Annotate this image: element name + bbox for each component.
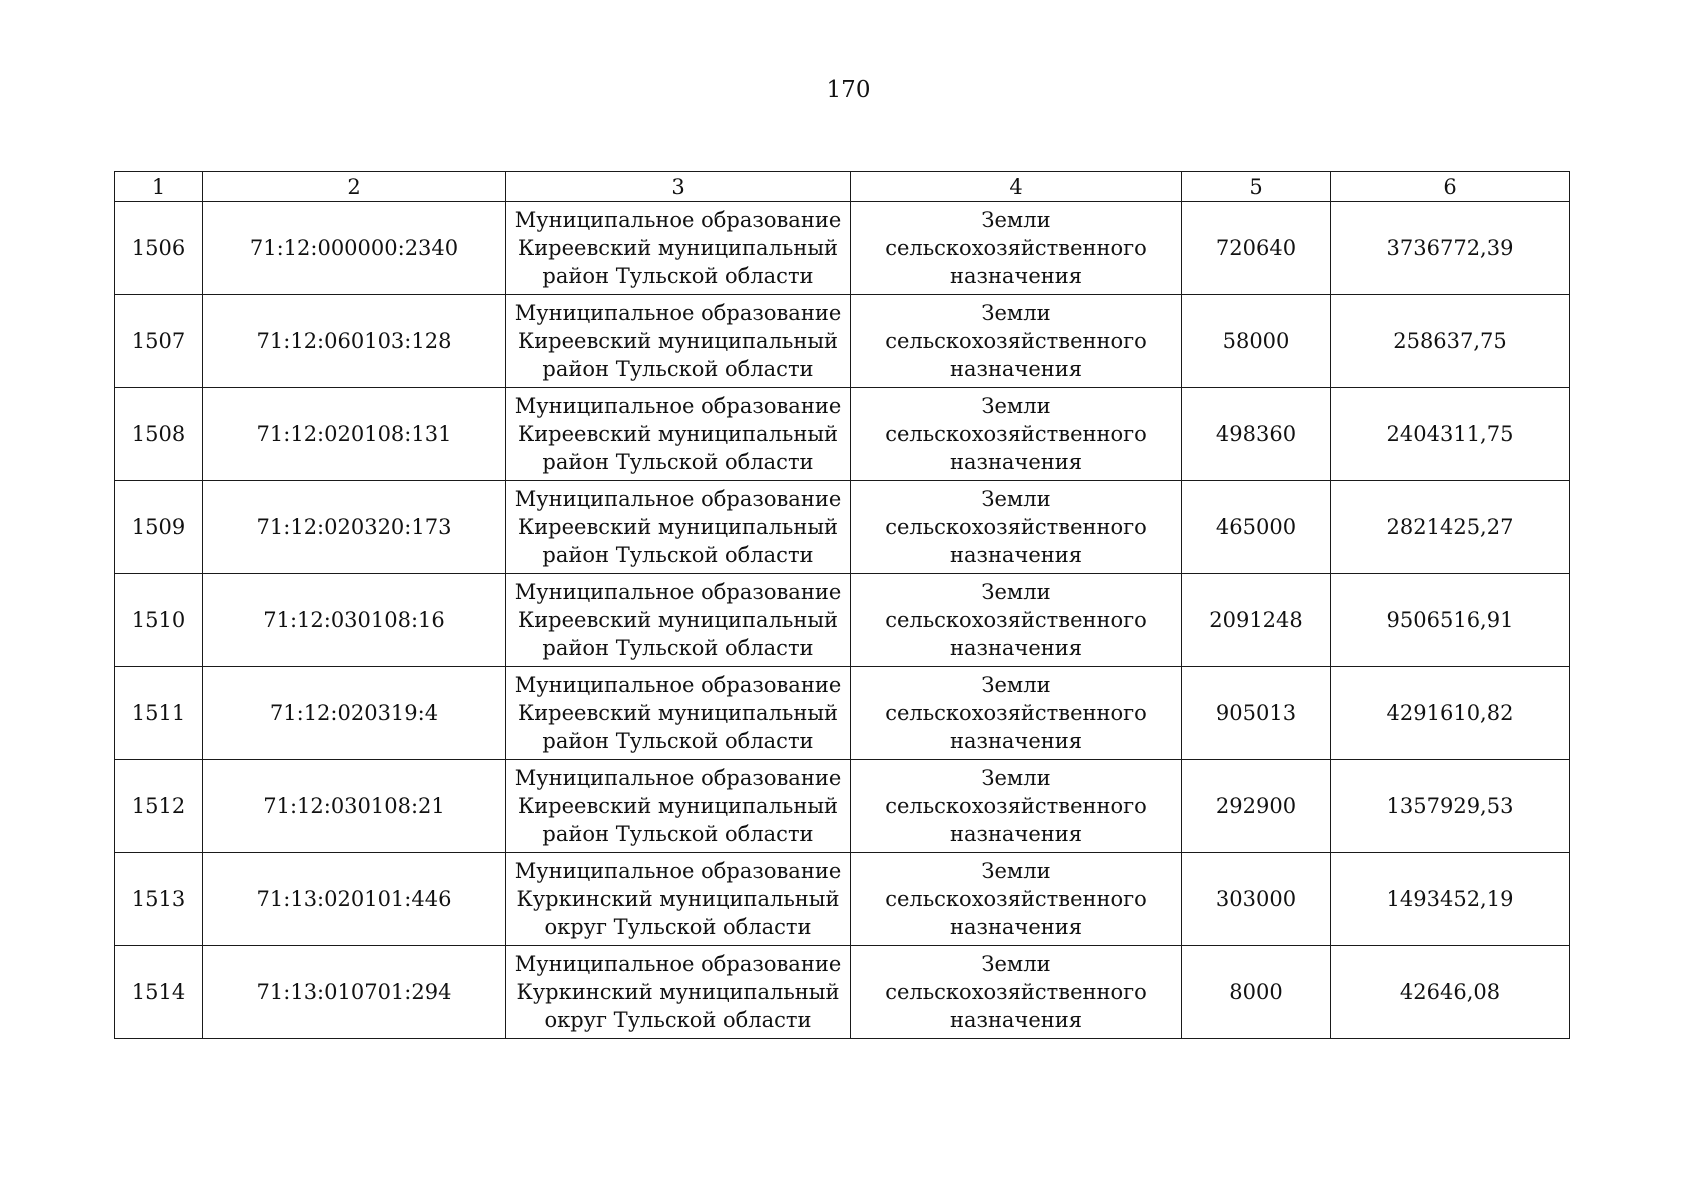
row-number: 1507 bbox=[115, 295, 203, 388]
column-header: 4 bbox=[851, 172, 1182, 202]
table-row bbox=[115, 667, 1570, 760]
row-number: 1513 bbox=[115, 853, 203, 946]
cadastral-number: 71:12:020320:173 bbox=[203, 481, 506, 574]
row-number: 1509 bbox=[115, 481, 203, 574]
cadastral-value: 258637,75 bbox=[1331, 295, 1570, 388]
table-header-row bbox=[115, 172, 1570, 202]
area: 8000 bbox=[1182, 946, 1331, 1039]
land-category: Земли сельскохозяйственного назначения bbox=[851, 202, 1182, 295]
table-row bbox=[115, 481, 1570, 574]
row-number: 1506 bbox=[115, 202, 203, 295]
column-header: 5 bbox=[1182, 172, 1331, 202]
column-header: 3 bbox=[506, 172, 851, 202]
owner: Муниципальное образование Киреевский муниципальный район Тульской области bbox=[506, 388, 851, 481]
cadastral-number: 71:13:020101:446 bbox=[203, 853, 506, 946]
owner: Муниципальное образование Киреевский муниципальный район Тульской области bbox=[506, 481, 851, 574]
row-number: 1508 bbox=[115, 388, 203, 481]
area: 2091248 bbox=[1182, 574, 1331, 667]
table-row bbox=[115, 946, 1570, 1039]
land-category: Земли сельскохозяйственного назначения bbox=[851, 574, 1182, 667]
cadastral-number: 71:13:010701:294 bbox=[203, 946, 506, 1039]
cadastral-value: 2404311,75 bbox=[1331, 388, 1570, 481]
table-row bbox=[115, 388, 1570, 481]
owner: Муниципальное образование Киреевский муниципальный район Тульской области bbox=[506, 760, 851, 853]
cadastral-number: 71:12:000000:2340 bbox=[203, 202, 506, 295]
table-row bbox=[115, 760, 1570, 853]
column-header: 2 bbox=[203, 172, 506, 202]
cadastral-value: 1357929,53 bbox=[1331, 760, 1570, 853]
owner: Муниципальное образование Киреевский муниципальный район Тульской области bbox=[506, 295, 851, 388]
land-category: Земли сельскохозяйственного назначения bbox=[851, 481, 1182, 574]
land-category: Земли сельскохозяйственного назначения bbox=[851, 295, 1182, 388]
cadastral-value: 1493452,19 bbox=[1331, 853, 1570, 946]
owner: Муниципальное образование Киреевский муниципальный район Тульской области bbox=[506, 202, 851, 295]
area: 720640 bbox=[1182, 202, 1331, 295]
owner: Муниципальное образование Киреевский муниципальный район Тульской области bbox=[506, 574, 851, 667]
table-row bbox=[115, 202, 1570, 295]
land-category: Земли сельскохозяйственного назначения bbox=[851, 388, 1182, 481]
cadastral-number: 71:12:020108:131 bbox=[203, 388, 506, 481]
table-row bbox=[115, 574, 1570, 667]
owner: Муниципальное образование Куркинский муниципальный округ Тульской области bbox=[506, 853, 851, 946]
cadastral-value: 2821425,27 bbox=[1331, 481, 1570, 574]
area: 465000 bbox=[1182, 481, 1331, 574]
row-number: 1514 bbox=[115, 946, 203, 1039]
column-header: 1 bbox=[115, 172, 203, 202]
cadastral-number: 71:12:030108:16 bbox=[203, 574, 506, 667]
column-header: 6 bbox=[1331, 172, 1570, 202]
row-number: 1511 bbox=[115, 667, 203, 760]
cadastral-value: 42646,08 bbox=[1331, 946, 1570, 1039]
land-category: Земли сельскохозяйственного назначения bbox=[851, 667, 1182, 760]
land-category: Земли сельскохозяйственного назначения bbox=[851, 760, 1182, 853]
page-number: 170 bbox=[826, 77, 871, 103]
area: 303000 bbox=[1182, 853, 1331, 946]
area: 58000 bbox=[1182, 295, 1331, 388]
row-number: 1510 bbox=[115, 574, 203, 667]
area: 498360 bbox=[1182, 388, 1331, 481]
table-row bbox=[115, 853, 1570, 946]
land-category: Земли сельскохозяйственного назначения bbox=[851, 853, 1182, 946]
cadastral-value: 4291610,82 bbox=[1331, 667, 1570, 760]
cadastral-value: 3736772,39 bbox=[1331, 202, 1570, 295]
row-number: 1512 bbox=[115, 760, 203, 853]
owner: Муниципальное образование Киреевский муниципальный район Тульской области bbox=[506, 667, 851, 760]
area: 905013 bbox=[1182, 667, 1331, 760]
land-category: Земли сельскохозяйственного назначения bbox=[851, 946, 1182, 1039]
area: 292900 bbox=[1182, 760, 1331, 853]
cadastral-number: 71:12:030108:21 bbox=[203, 760, 506, 853]
cadastral-value: 9506516,91 bbox=[1331, 574, 1570, 667]
table-row bbox=[115, 295, 1570, 388]
owner: Муниципальное образование Куркинский муниципальный округ Тульской области bbox=[506, 946, 851, 1039]
cadastral-number: 71:12:060103:128 bbox=[203, 295, 506, 388]
cadastral-number: 71:12:020319:4 bbox=[203, 667, 506, 760]
land-registry-table bbox=[114, 171, 1570, 1039]
